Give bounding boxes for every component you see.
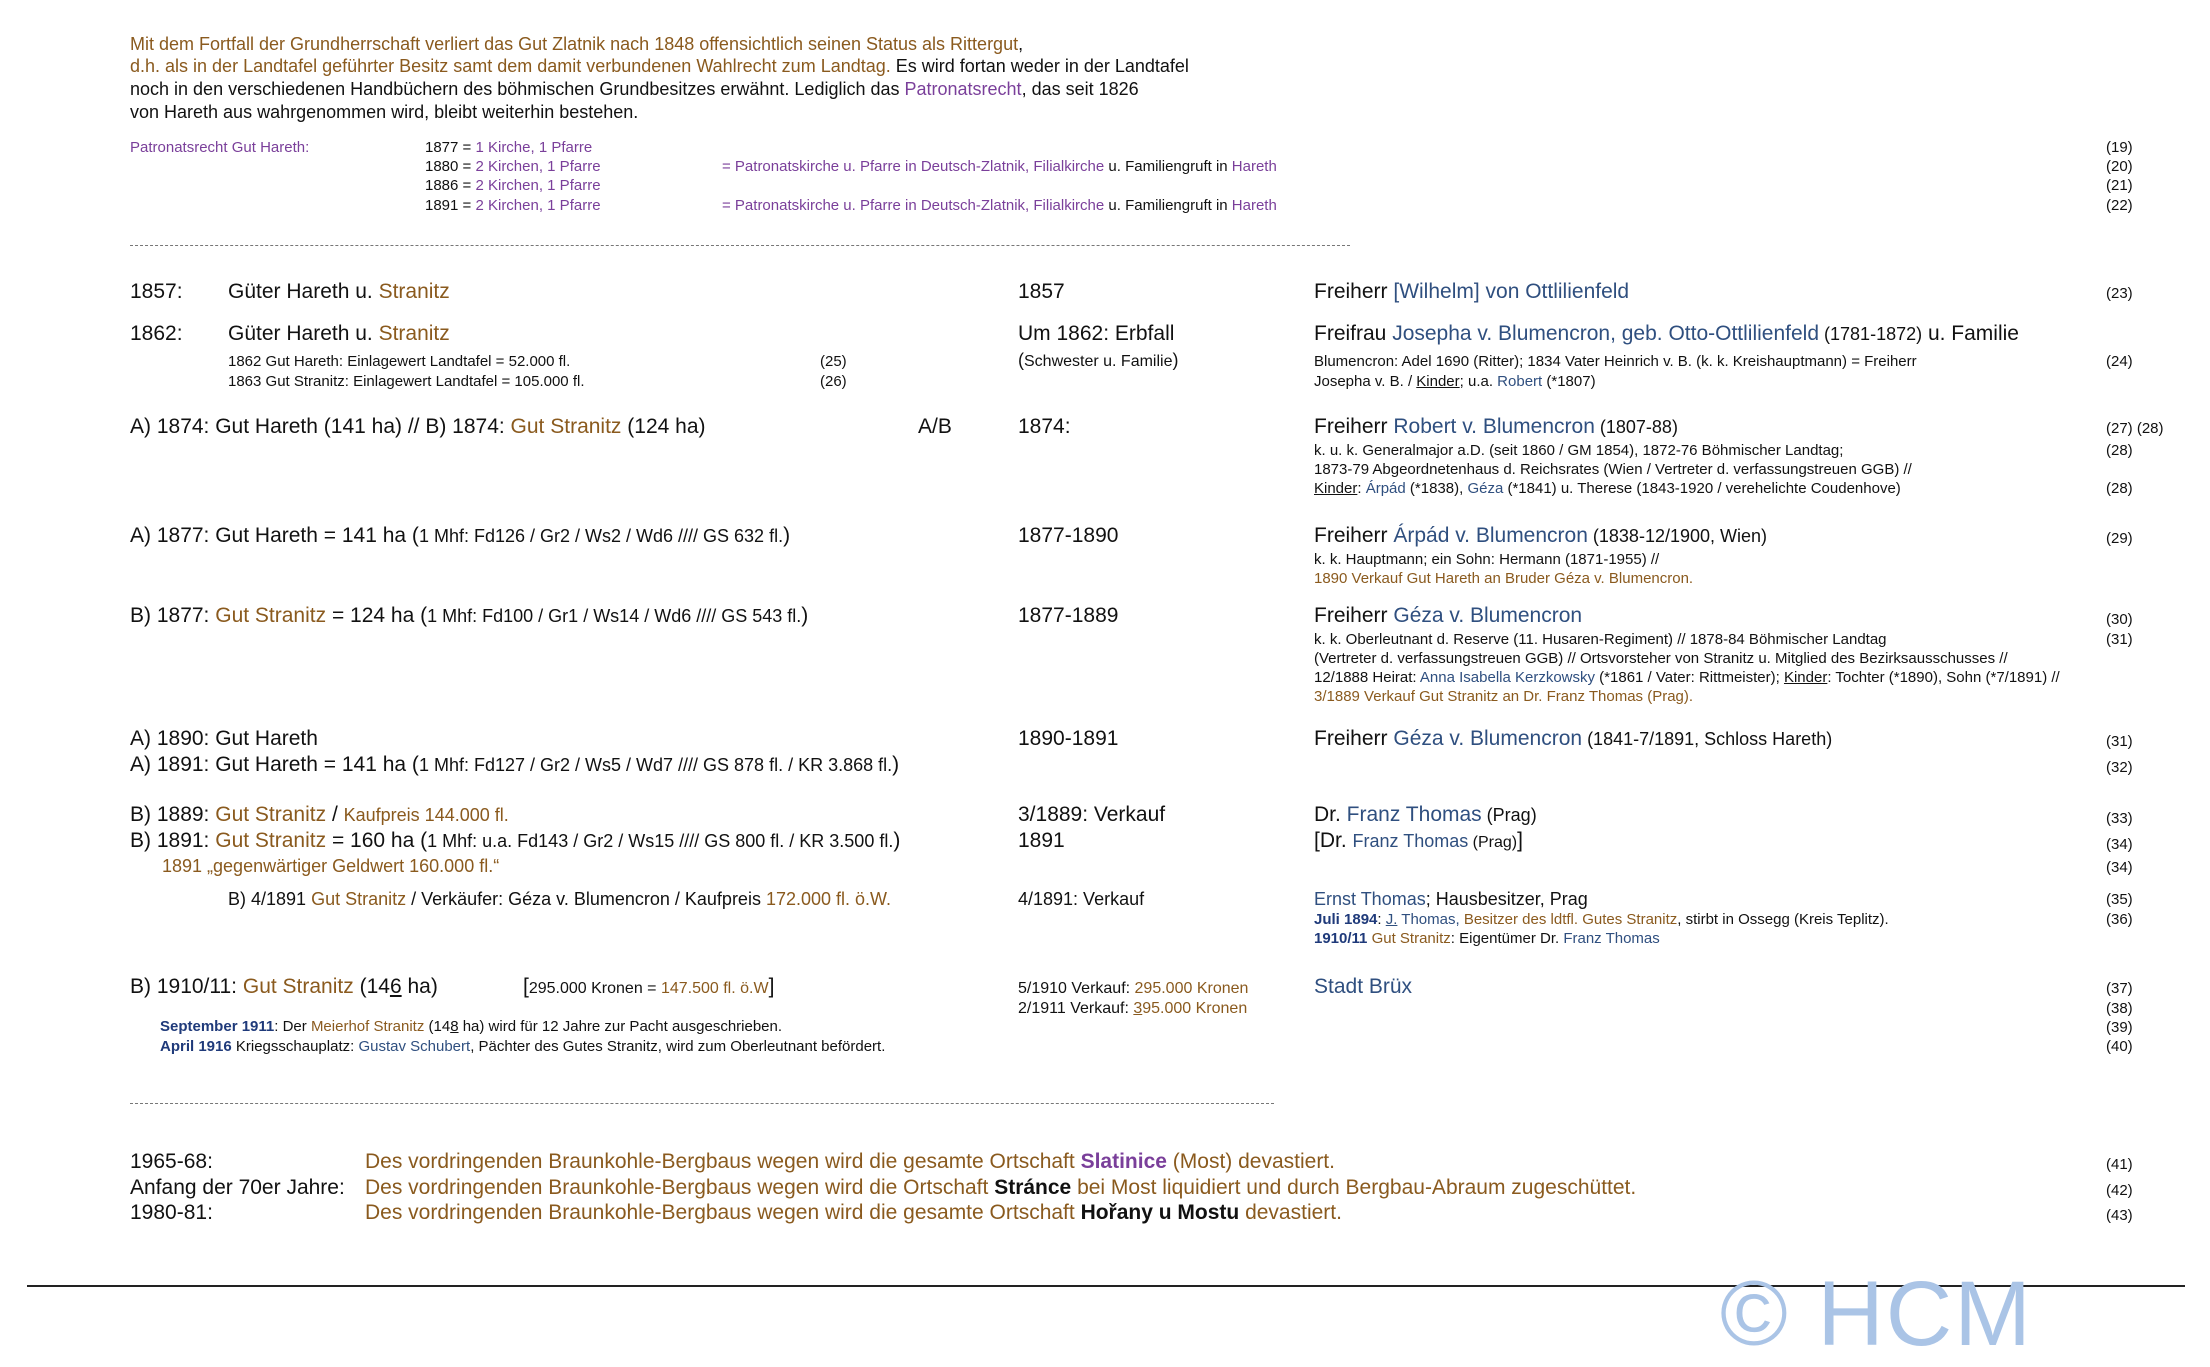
paren: ( [1018,350,1024,370]
note-text: Kriegsschauplatz: [231,1038,359,1055]
footnote-ref: (36) [2106,911,2133,928]
entry-property [228,322,450,346]
owner-detail [1314,911,1889,928]
patronat-year: 1877 = [425,139,476,156]
entry-period: 1890-1891 [1018,727,1119,750]
final-place: Slatinice [1080,1150,1167,1173]
footnote-ref: (31) [2106,631,2133,648]
patronat-note-place: Hareth [1231,158,1277,175]
patronat-value: 2 Kirchen, 1 Pfarre [475,197,601,214]
period-text: 5/1910 Verkauf: [1018,980,1135,997]
property-price: Kaufpreis 144.000 fl. [343,805,509,825]
note-date: April 1916 [160,1038,232,1055]
footnote-ref: (29) [2106,530,2133,547]
bracket: ] [768,975,775,998]
property-text: / Verkäufer: Géza v. Blumencron / Kaufpreis [406,889,766,909]
final-text [365,1150,1335,1174]
footnote-ref: (28) [2106,442,2133,459]
entry-period: 1877-1889 [1018,604,1119,627]
footnote-ref: (32) [2106,759,2133,776]
entry-property [130,753,899,777]
detail-text: (*1838), [1405,480,1468,497]
property-stranitz: Gut Stranitz [510,415,622,438]
owner-extra: u. Familie [1922,322,2019,345]
detail-date: 1910/11 [1314,930,1368,947]
note-date: September 1911 [160,1018,275,1035]
property-text: A) 1891: Gut Hareth = 141 ha ( [130,753,419,776]
footnote-ref: (19) [2106,139,2133,156]
owner-name: Franz Thomas [1352,831,1469,851]
entry-period: 1891 [1018,829,1065,852]
footnote-ref: (39) [2106,1019,2133,1036]
owner-name: Géza v. Blumencron [1393,727,1583,750]
detail-name: Franz Thomas [1563,930,1660,947]
entry-note [160,1018,782,1035]
final-text-part: devastiert. [1239,1201,1342,1224]
footnote-ref: (34) [2106,859,2133,876]
property-text: B) 1891: [130,829,216,852]
patronat-note [722,197,1277,214]
owner-detail: k. k. Hauptmann; ein Sohn: Hermann (1871-1955) // [1314,551,1660,568]
entry-note [160,1038,885,1055]
entry-owner [1314,524,1767,548]
paren: ) [893,829,901,852]
patronat-year: 1880 = [425,158,476,175]
detail-text: : Eigentümer Dr. [1450,930,1564,947]
entry-owner [1314,604,1582,628]
footnote-ref: (27) (28) [2106,420,2164,437]
period-price: 3 [1133,1000,1143,1017]
owner-detail: 3/1889 Verkauf Gut Stranitz an Dr. Franz Thomas (Prag). [1314,688,1694,705]
property-detail: 1 Mhf: u.a. Fd143 / Gr2 / Ws15 //// GS 800 fl. / KR 3.500 fl. [427,831,894,851]
footnote-ref: (23) [2106,285,2133,302]
patronat-year: 1886 = [425,177,476,194]
footnote-ref: (38) [2106,1000,2133,1017]
dashed-divider [130,245,1350,246]
owner-title: Dr. [1314,803,1347,826]
footnote-ref: (34) [2106,836,2133,853]
entry-property [130,604,808,628]
entry-date: 1862: [130,322,183,345]
owner-title: Freiherr [1314,604,1394,627]
patronat-row [425,139,592,156]
property-stranitz: Gut Stranitz [242,975,354,998]
final-text [365,1176,1636,1200]
patronat-row [425,197,601,214]
property-text: = 124 ha ( [326,604,428,627]
note-name: Gustav Schubert [358,1038,471,1055]
final-text [365,1201,1342,1225]
owner-years: (1807-88) [1594,417,1678,437]
final-text-part: Des vordringenden Braunkohle-Bergbaus wegen wird die gesamte Ortschaft [365,1201,1081,1224]
patronat-note-text: = Patronatskirche u. Pfarre in Deutsch-Zlatnik, Filialkirche [722,197,1105,214]
entry-period [1018,980,1248,998]
patronat-note-text: u. Familiengruft in [1104,158,1232,175]
entry-property [228,889,891,910]
footnote-ref: (33) [2106,810,2133,827]
detail-text: , stirbt in Ossegg (Kreis Teplitz). [1677,911,1889,928]
owner-detail [1314,930,1660,947]
intro-line-2 [130,55,1189,78]
owner-name: Ernst Thomas [1314,889,1426,909]
owner-detail-text: ; Hausbesitzer, Prag [1425,889,1588,909]
property-text: Güter Hareth u. [228,322,379,345]
patronat-note-text: = Patronatskirche u. Pfarre in Deutsch-Zlatnik, Filialkirche [722,158,1105,175]
property-text: 6 [389,975,402,998]
footnote-ref: (24) [2106,353,2133,370]
property-value-note: 1891 „gegenwärtiger Geldwert 160.000 fl.“ [162,856,500,876]
period-text: 2/1911 Verkauf: [1018,1000,1134,1017]
detail-text: : Tochter (*1890), Sohn (*7/1891) // [1827,669,2060,686]
paren: ) [801,604,809,627]
property-stranitz: Stranitz [378,322,450,345]
owner-detail [1314,373,1596,390]
property-stranitz: Gut Stranitz [311,889,407,909]
property-stranitz: Gut Stranitz [215,829,327,852]
entry-period: 4/1891: Verkauf [1018,889,1145,909]
owner-title: Freiherr [1314,280,1394,303]
footnote-ref: (26) [820,373,847,390]
owner-title: Freiherr [1314,727,1394,750]
patronat-label: Patronatsrecht Gut Hareth: [130,139,310,156]
detail-kinder: Kinder [1314,480,1358,497]
footnote-ref: (37) [2106,980,2133,997]
final-date: 1980-81: [130,1201,213,1224]
period-note-text: Schwester u. Familie [1024,353,1173,370]
entry-period: 3/1889: Verkauf [1018,803,1166,826]
owner-years: (1838-12/1900, Wien) [1587,526,1768,546]
property-stranitz: Gut Stranitz [215,803,327,826]
copyright-watermark: © HCM [1720,1263,2033,1365]
patronat-note [722,158,1277,175]
entry-ab: A/B [918,415,952,438]
property-text: A) 1874: Gut Hareth (141 ha) // B) 1874: [130,415,511,438]
property-text: B) 1877: [130,604,216,627]
price-text: 295.000 Kronen = [528,980,661,997]
entry-property [130,829,900,853]
entry-property [130,975,438,999]
patronat-note-text: u. Familiengruft in [1104,197,1232,214]
owner-name: Robert v. Blumencron [1393,415,1595,438]
owner-name: Josepha v. Blumencron, geb. Otto-Ottlilienfeld [1392,322,1820,345]
footnote-ref: (42) [2106,1182,2133,1199]
owner-title: Freifrau [1314,322,1393,345]
final-place: Hořany u Mostu [1080,1201,1240,1224]
final-text-part: Des vordringenden Braunkohle-Bergbaus wegen wird die Ortschaft [365,1176,995,1199]
entry-property [130,803,509,827]
detail-text: Gut Stranitz [1371,930,1451,947]
owner-detail [1314,669,2060,686]
footnote-ref: (22) [2106,197,2133,214]
note-text: Meierhof Stranitz [310,1018,425,1035]
intro-text: , das seit 1826 [1021,79,1139,99]
entry-property [130,415,706,439]
intro-line-4 [130,101,638,124]
property-stranitz: Gut Stranitz [215,604,327,627]
final-date: Anfang der 70er Jahre: [130,1176,345,1199]
owner-place: (Prag) [1481,805,1537,825]
footnote-ref: (28) [2106,480,2133,497]
detail-text: : [1357,480,1366,497]
entry-period: Um 1862: Erbfall [1018,322,1175,345]
property-text: B) 1910/11: [130,975,243,998]
detail-kinder: Kinder [1783,669,1828,686]
entry-detail: 1863 Gut Stranitz: Einlagewert Landtafel = 105.000 fl. [228,373,585,390]
paren: ) [1172,350,1179,370]
note-text: ha) wird für 12 Jahre zur Pacht ausgeschrieben. [458,1018,783,1035]
detail-name: Árpád [1365,480,1406,497]
bracket: [ [523,975,529,998]
entry-owner [1314,889,1588,910]
property-stranitz: Stranitz [378,280,450,303]
detail-text: (*1807) [1542,373,1596,390]
footnote-ref: (20) [2106,158,2133,175]
period-price: 295.000 Kronen [1134,980,1249,997]
note-text: 8 [450,1018,459,1035]
intro-text: Mit dem Fortfall der Grundherrschaft verliert das Gut Zlatnik nach 1848 offensichtlich seinen Status als Rittergut [130,34,1019,54]
owner-years: (1781-1872) [1819,324,1923,344]
property-text: B) 1889: [130,803,216,826]
entry-price [523,975,774,999]
intro-text: d.h. als in der Landtafel geführter Besitz samt dem damit verbundenen Wahlrecht zum Landtag. [130,56,891,76]
note-text: , Pächter des Gutes Stranitz, wird zum Oberleutnant befördert. [470,1038,886,1055]
property-price: 172.000 fl. ö.W. [765,889,892,909]
detail-date: Juli 1894 [1314,911,1378,928]
property-text: B) 4/1891 [228,889,312,909]
entry-detail: 1862 Gut Hareth: Einlagewert Landtafel = 52.000 fl. [228,353,571,370]
owner-name: Franz Thomas [1346,803,1482,826]
final-text-part: bei Most liquidiert und durch Bergbau-Abraum zugeschüttet. [1071,1176,1637,1199]
detail-text: 12/1888 Heirat: [1314,669,1420,686]
patronat-value: 1 Kirche, 1 Pfarre [475,139,593,156]
property-text: / [326,803,344,826]
footnote-ref: (21) [2106,177,2133,194]
patronat-value: 2 Kirchen, 1 Pfarre [475,177,601,194]
footnote-ref: (30) [2106,611,2133,628]
entry-date: 1857: [130,280,183,303]
entry-period [1018,1000,1247,1018]
detail-name: Robert [1497,373,1543,390]
footnote-ref: (25) [820,353,847,370]
owner-detail: (Vertreter d. verfassungstreuen GGB) // Ortsvorsteher von Stranitz u. Mitglied des Bezirksausschusses // [1314,650,2008,667]
owner-detail: k. u. k. Generalmajor a.D. (seit 1860 / GM 1854), 1872-76 Böhmischer Landtag; [1314,442,1844,459]
detail-text: Besitzer des ldtfl. Gutes Stranitz [1463,911,1678,928]
dashed-divider [130,1103,1274,1104]
patronat-row [425,177,601,194]
detail-text: : [1377,911,1386,928]
final-text-part: Des vordringenden Braunkohle-Bergbaus wegen wird die gesamte Ortschaft [365,1150,1081,1173]
owner-title: Freiherr [1314,415,1394,438]
intro-text: noch in den verschiedenen Handbüchern des böhmischen Grundbesitzes erwähnt. Lediglich das [130,79,905,99]
owner-detail: Blumencron: Adel 1690 (Ritter); 1834 Vater Heinrich v. B. (k. k. Kreishauptmann) = Freiherr [1314,353,1917,370]
entry-property [130,524,790,548]
final-date: 1965-68: [130,1150,213,1173]
detail-name: Thomas, [1397,911,1464,928]
entry-period-note [1018,350,1179,371]
owner-detail: 1890 Verkauf Gut Hareth an Bruder Géza v. Blumencron. [1314,570,1694,587]
owner-title: [Dr. [1314,829,1353,852]
property-text: = 160 ha ( [326,829,428,852]
intro-line-1 [130,33,1023,56]
owner-years: (1841-7/1891, Schloss Hareth) [1582,729,1833,749]
intro-text: Es wird fortan weder in der Landtafel [890,56,1189,76]
owner-detail: k. k. Oberleutnant d. Reserve (11. Husaren-Regiment) // 1878-84 Böhmischer Landtag [1314,631,1887,648]
detail-kinder: Kinder [1416,373,1460,390]
entry-owner [1314,280,1629,304]
footnote-ref: (43) [2106,1207,2133,1224]
paren: ) [892,753,900,776]
detail-name: Anna Isabella Kerzkowsky [1419,669,1596,686]
property-text: A) 1877: Gut Hareth = 141 ha ( [130,524,419,547]
entry-owner [1314,322,2019,346]
property-text: Güter Hareth u. [228,280,379,303]
entry-property: A) 1890: Gut Hareth [130,727,318,750]
property-text: ha) [401,975,438,998]
detail-text: (*1861 / Vater: Rittmeister); [1595,669,1784,686]
property-detail: 1 Mhf: Fd126 / Gr2 / Ws2 / Wd6 //// GS 632 fl. [418,526,784,546]
detail-text: ; u.a. [1459,373,1498,390]
final-place: Stránce [994,1176,1072,1199]
note-text: (14 [424,1018,451,1035]
footnote-ref: (31) [2106,733,2133,750]
detail-name: J. [1385,911,1398,928]
owner-detail [1314,480,1901,497]
entry-period: 1857 [1018,280,1065,303]
owner-name: Géza v. Blumencron [1393,604,1583,627]
owner-detail: 1873-79 Abgeordnetenhaus d. Reichsrates (Wien / Vertreter d. verfassungstreuen GGB) // [1314,461,1912,478]
patronat-note-place: Hareth [1231,197,1277,214]
detail-text: (*1841) u. Therese (1843-1920 / verehelichte Coudenhove) [1503,480,1901,497]
patronat-value: 2 Kirchen, 1 Pfarre [475,158,601,175]
paren: ) [783,524,791,547]
intro-text: von Hareth aus wahrgenommen wird, bleibt weiterhin bestehen. [130,102,639,122]
patronat-year: 1891 = [425,197,476,214]
entry-property [228,280,450,304]
patronat-row [425,158,601,175]
property-detail: 1 Mhf: Fd100 / Gr1 / Ws14 / Wd6 //// GS 543 fl. [427,606,802,626]
intro-text: , [1018,34,1024,54]
price-text: 147.500 fl. ö.W [660,980,769,997]
detail-text: Josepha v. B. / [1314,373,1417,390]
entry-owner: Stadt Brüx [1314,975,1413,998]
owner-title: Freiherr [1314,524,1394,547]
owner-name: [Wilhelm] von Ottlilienfeld [1393,280,1630,303]
owner-name: Árpád v. Blumencron [1393,524,1588,547]
patronatsrecht-term: Patronatsrecht [904,79,1022,99]
entry-owner [1314,803,1537,827]
note-text: : Der [274,1018,311,1035]
intro-line-3 [130,78,1139,101]
footnote-ref: (35) [2106,891,2133,908]
entry-owner [1314,727,1832,751]
entry-owner [1314,829,1523,853]
period-price: 95.000 Kronen [1142,1000,1248,1017]
entry-period: 1874: [1018,415,1071,438]
property-detail: 1 Mhf: Fd127 / Gr2 / Ws5 / Wd7 //// GS 878 fl. / KR 3.868 fl. [418,755,893,775]
detail-name: Géza [1467,480,1504,497]
entry-owner [1314,415,1678,439]
property-text: (14 [353,975,390,998]
final-text-part: (Most) devastiert. [1166,1150,1335,1173]
owner-place: (Prag) [1468,834,1518,851]
footnote-ref: (40) [2106,1038,2133,1055]
entry-period: 1877-1890 [1018,524,1119,547]
bracket: ] [1517,829,1523,852]
footnote-ref: (41) [2106,1156,2133,1173]
property-text: (124 ha) [621,415,706,438]
